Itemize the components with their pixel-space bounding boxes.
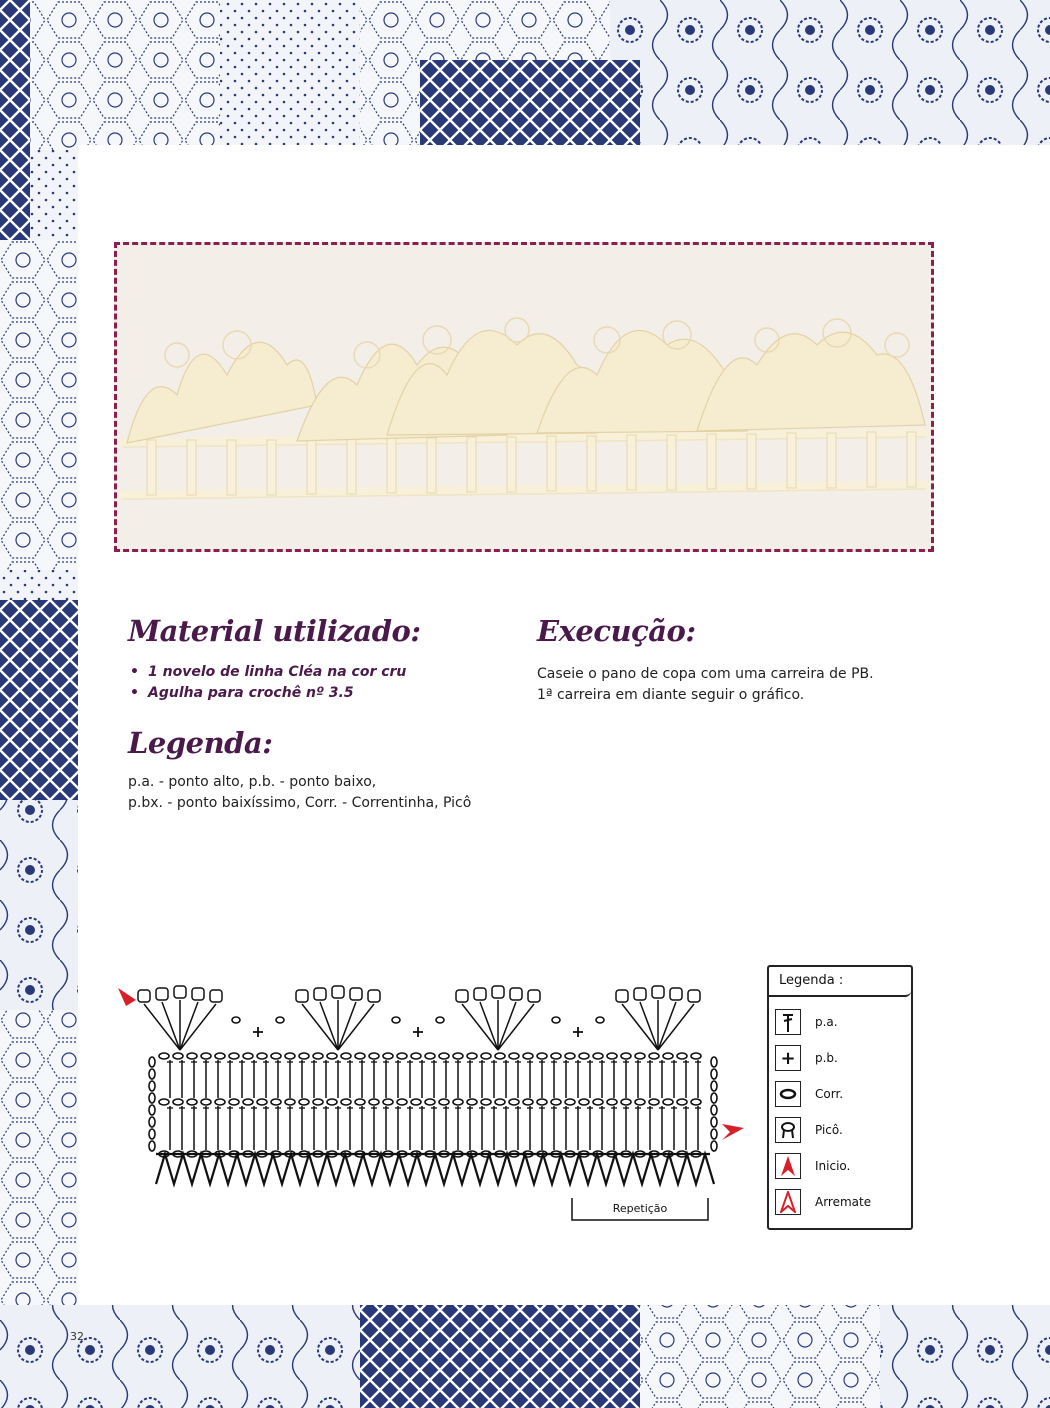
legend-label: Picô. (815, 1123, 843, 1137)
chain-stitch (565, 1053, 575, 1059)
fan-stitch (302, 1004, 338, 1050)
start-arrow-icon (722, 1124, 744, 1140)
chain-stitch (621, 1099, 631, 1105)
picot-stitch (528, 990, 540, 1002)
picot-icon (775, 1117, 801, 1143)
chain-stitch (276, 1017, 284, 1023)
legend-label: Arremate (815, 1195, 872, 1209)
chain-stitch (436, 1017, 444, 1023)
legend-line: p.a. - ponto alto, p.b. - ponto baixo, (128, 774, 377, 790)
list-item: • Agulha para crochê nº 3.5 (148, 683, 406, 704)
chain-stitch (579, 1099, 589, 1105)
start-arrow-icon (775, 1153, 801, 1179)
fan-stitch (658, 1002, 676, 1050)
page-number: 32 (70, 1330, 84, 1343)
fan-stitch (162, 1002, 180, 1050)
single-crochet-stitch (253, 1027, 263, 1037)
side-chain (711, 1129, 717, 1139)
chain-stitch (649, 1099, 659, 1105)
chain-stitch (327, 1099, 337, 1105)
start-arrow-icon (118, 988, 136, 1006)
chain-stitch (271, 1099, 281, 1105)
chain-stitch (467, 1053, 477, 1059)
chain-stitch (285, 1099, 295, 1105)
chain-stitch (313, 1099, 323, 1105)
side-chain (149, 1057, 155, 1067)
picot-stitch (156, 988, 168, 1000)
chain-stitch (392, 1017, 400, 1023)
chain-stitch (621, 1053, 631, 1059)
crochet-lace-photo (114, 242, 934, 552)
legend-row (775, 1189, 909, 1219)
chain-stitch (257, 1053, 267, 1059)
chain-stitch (229, 1099, 239, 1105)
legend-row (775, 1081, 909, 1111)
chain-stitch (173, 1053, 183, 1059)
chain-stitch (523, 1099, 533, 1105)
chain-stitch (355, 1099, 365, 1105)
picot-stitch (192, 988, 204, 1000)
picot-stitch (634, 988, 646, 1000)
picot-stitch (332, 986, 344, 998)
chain-stitch (369, 1099, 379, 1105)
chain-stitch (229, 1053, 239, 1059)
picot-stitch (456, 990, 468, 1002)
list-item: • 1 novelo de linha Cléa na cor cru (148, 662, 406, 683)
legend-label: p.a. (815, 1015, 838, 1029)
fan-stitch (338, 1004, 374, 1050)
legend-row (775, 1117, 909, 1147)
chain-stitch (299, 1053, 309, 1059)
chain-stitch (187, 1099, 197, 1105)
crochet-chart (110, 970, 750, 1245)
picot-stitch (296, 990, 308, 1002)
picot-stitch (688, 990, 700, 1002)
picot-stitch (474, 988, 486, 1000)
chain-stitch (607, 1099, 617, 1105)
chain-stitch (453, 1099, 463, 1105)
picot-stitch (492, 986, 504, 998)
chain-stitch (495, 1053, 505, 1059)
chain-stitch (173, 1099, 183, 1105)
side-chain (711, 1093, 717, 1103)
chain-stitch (691, 1053, 701, 1059)
fan-stitch (180, 1002, 198, 1050)
chain-stitch (425, 1099, 435, 1105)
finish-arrow-icon (775, 1189, 801, 1215)
chain-stitch (677, 1053, 687, 1059)
chain-stitch (593, 1053, 603, 1059)
chain-stitch (397, 1053, 407, 1059)
chain-stitch (565, 1099, 575, 1105)
chain-stitch (453, 1053, 463, 1059)
side-chain (149, 1141, 155, 1151)
chain-stitch (187, 1053, 197, 1059)
picot-stitch (670, 988, 682, 1000)
legend-label: p.b. (815, 1051, 838, 1065)
chain-stitch (411, 1099, 421, 1105)
fan-stitch (462, 1004, 498, 1050)
side-chain (711, 1105, 717, 1115)
side-chain (149, 1069, 155, 1079)
chain-stitch (509, 1099, 519, 1105)
chain-stitch (481, 1053, 491, 1059)
materials-heading: Material utilizado: (128, 614, 421, 648)
fan-stitch (480, 1002, 498, 1050)
chain-stitch (495, 1099, 505, 1105)
chain-stitch (691, 1099, 701, 1105)
side-chain (149, 1105, 155, 1115)
chain-stitch (369, 1053, 379, 1059)
chain-stitch (313, 1053, 323, 1059)
single-crochet-stitch (413, 1027, 423, 1037)
chain-stitch (341, 1099, 351, 1105)
side-chain (149, 1117, 155, 1127)
chain-stitch (579, 1053, 589, 1059)
chain-icon (775, 1081, 801, 1107)
chain-stitch (537, 1099, 547, 1105)
picot-stitch (510, 988, 522, 1000)
chain-stitch (467, 1099, 477, 1105)
chain-stitch (159, 1053, 169, 1059)
repeat-label: Repetição (612, 1202, 668, 1215)
chain-stitch (593, 1099, 603, 1105)
picot-stitch (350, 988, 362, 1000)
chain-stitch (663, 1099, 673, 1105)
chain-stitch (215, 1053, 225, 1059)
side-chain (711, 1141, 717, 1151)
chain-stitch (509, 1053, 519, 1059)
picot-stitch (368, 990, 380, 1002)
side-chain (711, 1069, 717, 1079)
chain-stitch (635, 1099, 645, 1105)
chain-stitch (299, 1099, 309, 1105)
single-crochet-icon: + (775, 1045, 801, 1071)
chain-stitch (159, 1099, 169, 1105)
picot-stitch (174, 986, 186, 998)
fan-stitch (658, 1004, 694, 1050)
chain-stitch (327, 1053, 337, 1059)
chain-stitch (201, 1053, 211, 1059)
fan-stitch (640, 1002, 658, 1050)
picot-stitch (652, 986, 664, 998)
chain-stitch (257, 1099, 267, 1105)
legend-row (775, 1009, 909, 1039)
legend-label: Inicio. (815, 1159, 851, 1173)
chart-legend-box (767, 965, 913, 1230)
chain-stitch (411, 1053, 421, 1059)
chart-legend-title: Legenda : (769, 967, 911, 997)
side-chain (149, 1093, 155, 1103)
picot-stitch (616, 990, 628, 1002)
chain-stitch (439, 1053, 449, 1059)
chain-stitch (383, 1053, 393, 1059)
fan-stitch (338, 1002, 356, 1050)
legend-row (775, 1045, 909, 1075)
chain-stitch (232, 1017, 240, 1023)
fan-stitch (320, 1002, 338, 1050)
chain-stitch (596, 1017, 604, 1023)
legend-label: Corr. (815, 1087, 844, 1101)
chain-stitch (551, 1099, 561, 1105)
fan-stitch (622, 1004, 658, 1050)
chain-stitch (355, 1053, 365, 1059)
chain-stitch (607, 1053, 617, 1059)
side-chain (149, 1129, 155, 1139)
fan-stitch (180, 1004, 216, 1050)
chain-stitch (397, 1099, 407, 1105)
side-chain (711, 1081, 717, 1091)
chain-stitch (439, 1099, 449, 1105)
foundation-row (156, 1154, 714, 1184)
chain-stitch (537, 1053, 547, 1059)
side-chain (711, 1057, 717, 1067)
fan-stitch (144, 1004, 180, 1050)
chain-stitch (341, 1053, 351, 1059)
fan-stitch (498, 1002, 516, 1050)
side-chain (711, 1117, 717, 1127)
chain-stitch (523, 1053, 533, 1059)
chain-stitch (215, 1099, 225, 1105)
picot-stitch (314, 988, 326, 1000)
chain-stitch (243, 1099, 253, 1105)
execution-line: 1ª carreira em diante seguir o gráfico. (537, 687, 805, 703)
legend-heading: Legenda: (128, 726, 273, 760)
chain-stitch (552, 1017, 560, 1023)
fan-stitch (498, 1004, 534, 1050)
chain-stitch (285, 1053, 295, 1059)
chain-stitch (481, 1099, 491, 1105)
chain-stitch (271, 1053, 281, 1059)
single-crochet-stitch (573, 1027, 583, 1037)
chain-stitch (201, 1099, 211, 1105)
picot-stitch (138, 990, 150, 1002)
materials-list (126, 662, 406, 704)
chain-stitch (663, 1053, 673, 1059)
chain-stitch (243, 1053, 253, 1059)
picot-stitch (210, 990, 222, 1002)
chain-stitch (425, 1053, 435, 1059)
execution-heading: Execução: (537, 614, 696, 648)
chain-stitch (649, 1053, 659, 1059)
legend-row (775, 1153, 909, 1183)
chain-stitch (551, 1053, 561, 1059)
execution-line: Caseie o pano de copa com uma carreira de PB. (537, 666, 874, 682)
chain-stitch (677, 1099, 687, 1105)
chain-stitch (383, 1099, 393, 1105)
chain-stitch (635, 1053, 645, 1059)
side-chain (149, 1081, 155, 1091)
treble-crochet-icon (775, 1009, 801, 1035)
legend-line: p.bx. - ponto baixíssimo, Corr. - Correntinha, Picô (128, 795, 472, 811)
